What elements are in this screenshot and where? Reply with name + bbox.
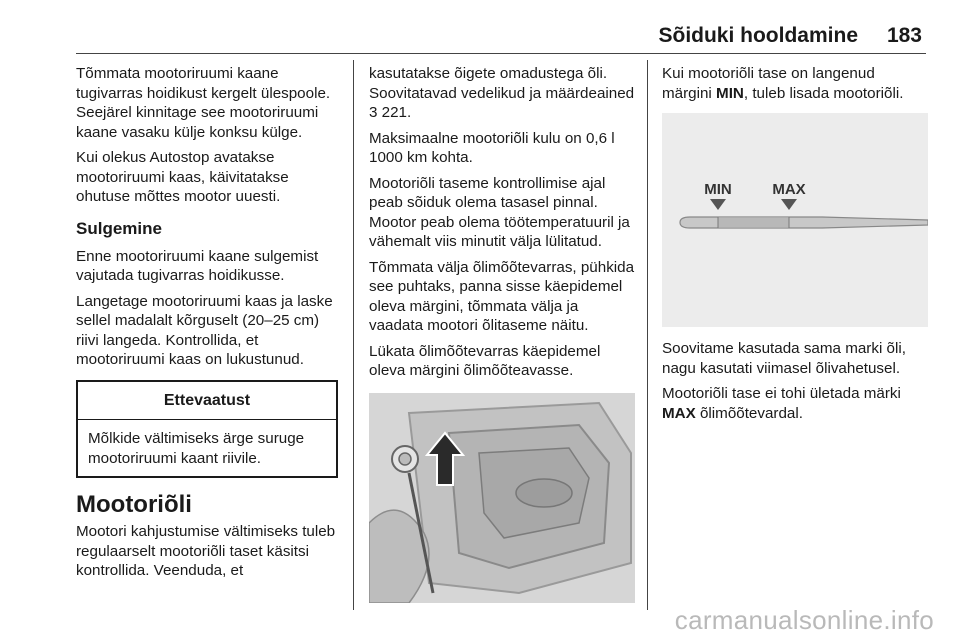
paragraph-text: Kui mootoriõli tase on langenud märgini: [662, 65, 875, 102]
paragraph-text: , tuleb lisada mootoriõli.: [743, 84, 904, 102]
min-label: MIN: [716, 84, 744, 102]
figure-max-label: MAX: [772, 181, 806, 198]
caution-title: Ettevaatust: [78, 382, 336, 421]
paragraph: [369, 64, 635, 123]
dipstick-figure: [662, 113, 928, 327]
column-1: [76, 64, 338, 587]
page-number: 183: [886, 24, 922, 47]
max-label: MAX: [662, 404, 696, 422]
paragraph: Maksimaalne mootoriõli kulu on 0,6 l 1000 km kohta.: [369, 129, 615, 166]
page-reference[interactable]: 3 221.: [369, 104, 412, 121]
paragraph: Kui olekus Autostop avatakse mootoriruumi kaas, käivitatakse ohutuse mõttes mootor uuesti.: [76, 149, 289, 205]
max-marker-icon: [781, 199, 797, 210]
min-marker-icon: [710, 199, 726, 210]
caution-body: Mõlkide vältimiseks ärge suruge mootoriruumi kaant riivile.: [88, 430, 305, 467]
engine-bay-illustration: [369, 393, 635, 603]
paragraph: Enne mootoriruumi kaane sulgemist vajutada tugivarras hoidikusse.: [76, 247, 319, 284]
paragraph: Soovitame kasutada sama marki õli, nagu kasutati viimasel õlivahetusel.: [662, 340, 906, 377]
paragraph-text: kasutatakse õigete omadustega õli. Soovitatavad vedelikud ja määrdeained: [369, 65, 635, 102]
column-3: [662, 64, 928, 429]
paragraph: [662, 384, 928, 423]
subheading-closing: Sulgemine: [76, 218, 162, 238]
paragraph: [662, 64, 928, 103]
figure-min-label: MIN: [704, 181, 732, 198]
paragraph: Tõmmata mootoriruumi kaane tugivarras hoidikust kergelt ülespoole. Seejärel kinnitage see mootoriruumi kaane vasaku külje konksu külge.: [76, 65, 331, 141]
caution-box: [76, 380, 338, 479]
header-rule: [76, 53, 926, 54]
page-header-title: Sõiduki hooldamine: [658, 24, 858, 47]
column-divider: [647, 60, 648, 610]
paragraph-text: Mootoriõli tase ei tohi ületada märki: [662, 385, 901, 402]
paragraph: Langetage mootoriruumi kaas ja laske sellel madalalt kõrguselt (20–25 cm) riivi langeda. Kontrollida, et mootoriruumi kaas on lukustunud.: [76, 292, 333, 368]
dipstick-illustration: [662, 113, 928, 327]
column-2: [369, 64, 635, 603]
paragraph: Lükata õlimõõtevarras käepidemel oleva märgini õlimõõteavasse.: [369, 342, 601, 379]
watermark: carmanualsonline.info: [674, 605, 934, 635]
paragraph: Mootori kahjustumise vältimiseks tuleb regulaarselt mootoriõli taset käsitsi kontrollida. Veenduda, et: [76, 523, 336, 579]
paragraph: Tõmmata välja õlimõõtevarras, pühkida see puhtaks, panna sisse käepidemel oleva märgini, tõmmata välja ja vaadata mootori õlitaseme näitu.: [369, 258, 635, 334]
section-title-engine-oil: Mootoriõli: [76, 491, 192, 518]
paragraph: Mootoriõli taseme kontrollimise ajal peab sõiduk olema tasasel pinnal. Mootor peab olema töötemperatuuril ja vähemalt viis minutit välja lülitatud.: [369, 174, 630, 250]
paragraph-text: õlimõõtevardal.: [695, 404, 803, 422]
column-divider: [353, 60, 354, 610]
engine-bay-image: [369, 393, 635, 603]
